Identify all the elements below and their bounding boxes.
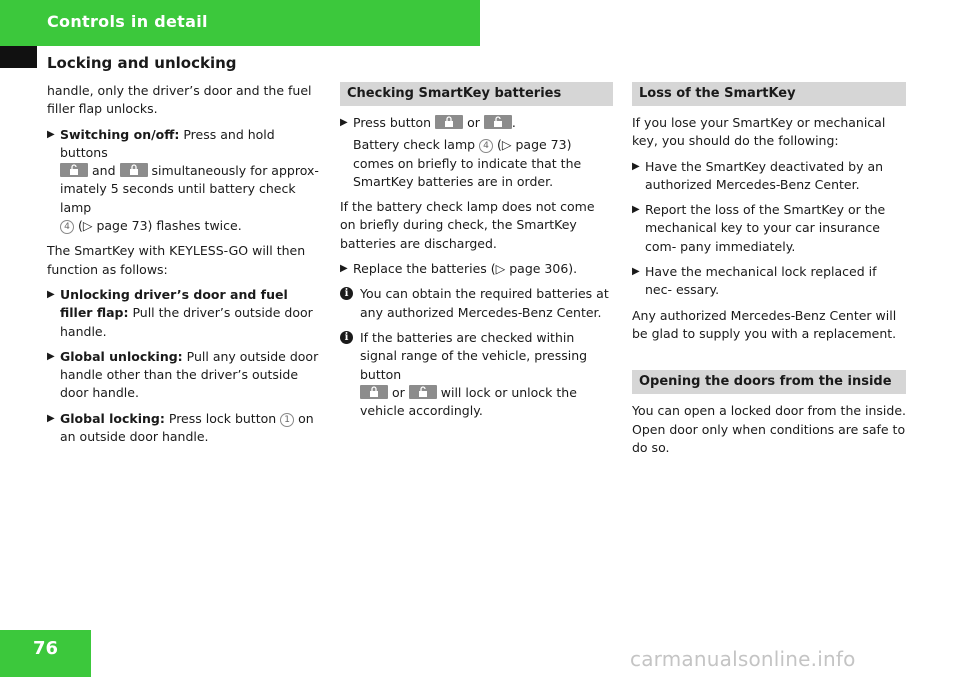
callout-number: 4 xyxy=(479,139,493,153)
step-label: Global unlocking: xyxy=(60,348,183,364)
heading-loss-of-smartkey: Loss of the SmartKey xyxy=(632,82,906,106)
arrow-bullet-icon: ▶ xyxy=(47,128,55,140)
step-switching xyxy=(47,126,323,236)
intro-text: handle, only the driver’s door and the fuel filler flap unlocks. xyxy=(47,83,312,117)
info-text: If the batteries are checked within signal range of the vehicle, pressing button xyxy=(360,329,588,382)
info-text: You can obtain the required batteries at any authorized Mercedes-Benz Center. xyxy=(360,286,609,320)
arrow-bullet-icon: ▶ xyxy=(632,160,640,172)
step-label: Switching on/off: xyxy=(60,126,180,142)
step-text: . xyxy=(511,115,516,130)
callout-number: 1 xyxy=(280,413,294,427)
step-text: Report the loss of the SmartKey or the mechanical key to your car insurance com- pany immediately. xyxy=(645,202,886,254)
arrow-bullet-icon: ▶ xyxy=(632,266,640,278)
step-text: Press button xyxy=(353,115,432,130)
chapter-header-bar xyxy=(0,0,480,46)
step-replace-batteries xyxy=(340,260,613,278)
info-text: will lock or unlock the vehicle accordingly. xyxy=(360,384,577,419)
step-text: (▷ page 73) flashes twice. xyxy=(77,218,242,234)
step-report-loss xyxy=(632,201,906,256)
opening-doors-text: You can open a locked door from the inside. Open door only when conditions are safe to do so. xyxy=(632,403,907,455)
unlock-button-icon xyxy=(484,115,512,129)
step-press-button xyxy=(340,114,613,191)
page-number: 76 xyxy=(32,638,59,659)
step-text: simultaneously for approx- imately 5 seconds until battery check lamp xyxy=(60,163,319,215)
step-text: Press lock button xyxy=(168,410,277,426)
arrow-bullet-icon: ▶ xyxy=(340,117,348,128)
step-text: Have the mechanical lock replaced if nec- essary. xyxy=(645,264,877,298)
info-note-signal-range xyxy=(340,329,613,420)
lock-button-icon xyxy=(360,385,388,399)
lock-button-icon xyxy=(120,163,148,177)
arrow-bullet-icon: ▶ xyxy=(47,288,55,300)
info-icon: i xyxy=(340,331,353,344)
column-right xyxy=(632,82,906,464)
info-text: or xyxy=(391,384,405,400)
step-unlocking xyxy=(47,286,323,341)
step-text: Press and hold buttons xyxy=(60,126,275,160)
heading-checking-batteries: Checking SmartKey batteries xyxy=(340,82,613,106)
step-label: Unlocking driver’s door and fuel filler flap: xyxy=(60,286,288,321)
step-text: or xyxy=(467,115,480,130)
info-note-batteries xyxy=(340,285,613,322)
step-global-locking xyxy=(47,410,323,447)
page-number-box xyxy=(0,630,91,677)
watermark: carmanualsonline.info xyxy=(630,647,856,671)
step-replace-lock xyxy=(632,263,906,300)
arrow-bullet-icon: ▶ xyxy=(47,412,55,424)
unlock-button-icon xyxy=(409,385,437,399)
column-left xyxy=(47,82,323,453)
battery-discharged-text: If the battery check lamp does not come on briefly during check, the SmartKey batteries are discharged. xyxy=(340,199,595,251)
step-text: Replace the batteries (▷ page 306). xyxy=(353,261,578,277)
step-text: on an outside door handle. xyxy=(60,410,314,445)
lock-button-icon xyxy=(435,115,463,129)
step-text: and xyxy=(91,163,116,179)
heading-opening-doors: Opening the doors from the inside xyxy=(632,370,906,394)
callout-number: 4 xyxy=(60,220,74,234)
chapter-title: Controls in detail xyxy=(47,12,208,31)
info-icon: i xyxy=(340,287,353,300)
column-middle xyxy=(340,82,613,427)
step-text: Pull the driver’s outside door handle. xyxy=(60,305,313,339)
arrow-bullet-icon: ▶ xyxy=(47,350,55,362)
arrow-bullet-icon: ▶ xyxy=(340,263,348,275)
arrow-bullet-icon: ▶ xyxy=(632,204,640,216)
unlock-button-icon xyxy=(60,163,88,177)
step-text: Pull any outside door handle other than the driver’s outside door handle. xyxy=(60,348,319,401)
loss-intro-text: If you lose your SmartKey or mechanical key, you should do the following: xyxy=(632,115,886,149)
step-text: (▷ page 73) comes on briefly to indicate that the SmartKey batteries are in order. xyxy=(353,137,582,189)
step-deactivate xyxy=(632,158,906,195)
step-label: Global locking: xyxy=(60,410,165,426)
step-text: Have the SmartKey deactivated by an authorized Mercedes-Benz Center. xyxy=(645,158,884,192)
smartkey-text: The SmartKey with KEYLESS-GO will then function as follows: xyxy=(47,243,306,277)
section-title: Locking and unlocking xyxy=(47,54,237,72)
step-text: Battery check lamp xyxy=(353,137,476,153)
replacement-text: Any authorized Mercedes-Benz Center will be glad to supply you with a replacement. xyxy=(632,307,897,341)
section-marker xyxy=(0,46,37,68)
step-global-unlocking xyxy=(47,348,323,403)
